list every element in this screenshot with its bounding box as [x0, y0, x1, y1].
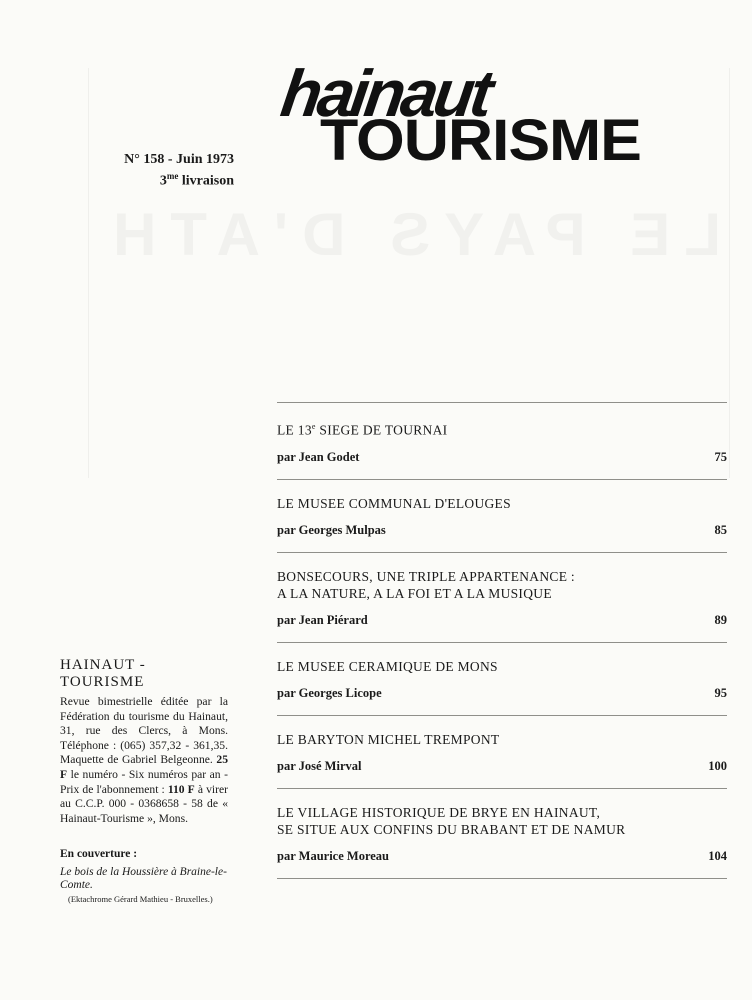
table-of-contents — [277, 402, 727, 879]
toc-author: par Georges Licope — [277, 685, 382, 700]
cover-description: Le bois de la Houssière à Braine-le-Comte. — [60, 866, 227, 891]
delivery-num: 3 — [159, 173, 167, 189]
toc-entry[interactable] — [277, 789, 727, 878]
price-issue: 25 F — [60, 753, 228, 781]
masthead-hainaut: hainaut — [276, 56, 494, 130]
toc-author: par Georges Mulpas — [277, 522, 386, 537]
toc-title: LE BARYTON MICHEL TREMPONT — [277, 731, 500, 747]
title-post: SIEGE DE TOURNAI — [315, 422, 448, 438]
cover-credit: (Ektachrome Gérard Mathieu - Bruxelles.) — [68, 894, 213, 904]
cover-info — [60, 848, 260, 904]
toc-title — [277, 418, 727, 439]
toc-author: par Maurice Moreau — [277, 848, 390, 863]
publisher-text-2: le numéro - Six numéros par an - Prix de l'abonnement : — [60, 767, 228, 796]
divider — [277, 878, 727, 879]
toc-entry[interactable] — [277, 480, 727, 552]
toc-entry[interactable] — [277, 716, 727, 788]
toc-entry[interactable] — [277, 553, 727, 642]
toc-page: 104 — [708, 848, 727, 863]
toc-author: par José Mirval — [277, 758, 362, 773]
toc-author: par Jean Godet — [277, 449, 360, 464]
toc-page: 85 — [714, 522, 727, 537]
toc-page: 95 — [714, 685, 727, 700]
toc-title: BONSECOURS, UNE TRIPLE APPARTENANCE : — [277, 568, 575, 584]
toc-title: LE MUSEE CERAMIQUE DE MONS — [277, 658, 498, 674]
publisher-title: HAINAUT - TOURISME — [60, 657, 146, 690]
publisher-text — [60, 695, 228, 826]
delivery-word: livraison — [178, 173, 234, 189]
toc-title-line2: SE SITUE AUX CONFINS DU BRABANT ET DE NAMUR — [277, 821, 626, 837]
toc-page: 75 — [714, 449, 727, 464]
masthead-tourisme: TOURISME — [320, 108, 641, 173]
bleed-through-text: LE PAYS D'ATH — [99, 201, 721, 268]
toc-page: 89 — [714, 612, 727, 627]
issue-info — [124, 151, 234, 190]
publisher-text-3: à virer au C.C.P. 000 - 0368658 - 58 de « Hainaut-Tourisme », Mons. — [60, 782, 228, 825]
toc-title: LE MUSEE COMMUNAL D'ELOUGES — [277, 495, 511, 511]
title-sup: e — [311, 422, 316, 431]
title-pre: LE 13 — [277, 422, 312, 438]
toc-title-line2: A LA NATURE, A LA FOI ET A LA MUSIQUE — [277, 585, 552, 601]
publisher-info — [60, 657, 228, 826]
toc-author: par Jean Piérard — [277, 612, 368, 627]
masthead-logo — [276, 56, 738, 176]
toc-title: LE VILLAGE HISTORIQUE DE BRYE EN HAINAUT, — [277, 804, 601, 820]
price-subscription: 110 F — [167, 782, 195, 796]
cover-label: En couverture : — [60, 848, 138, 860]
issue-delivery — [124, 168, 234, 190]
toc-entry[interactable] — [277, 643, 727, 715]
toc-entry[interactable] — [277, 403, 727, 479]
publisher-text-1: Revue bimestrielle éditée par la Fédération du tourisme du Hainaut, 31, rue des Clercs, à Mons. Téléphone : (065) 357,32 - 361,35. Maquette de Gabriel Belgeonne. — [60, 695, 228, 767]
toc-page: 100 — [708, 758, 727, 773]
issue-number: N° 158 - Juin 1973 — [124, 152, 234, 167]
delivery-sup: me — [166, 171, 179, 181]
